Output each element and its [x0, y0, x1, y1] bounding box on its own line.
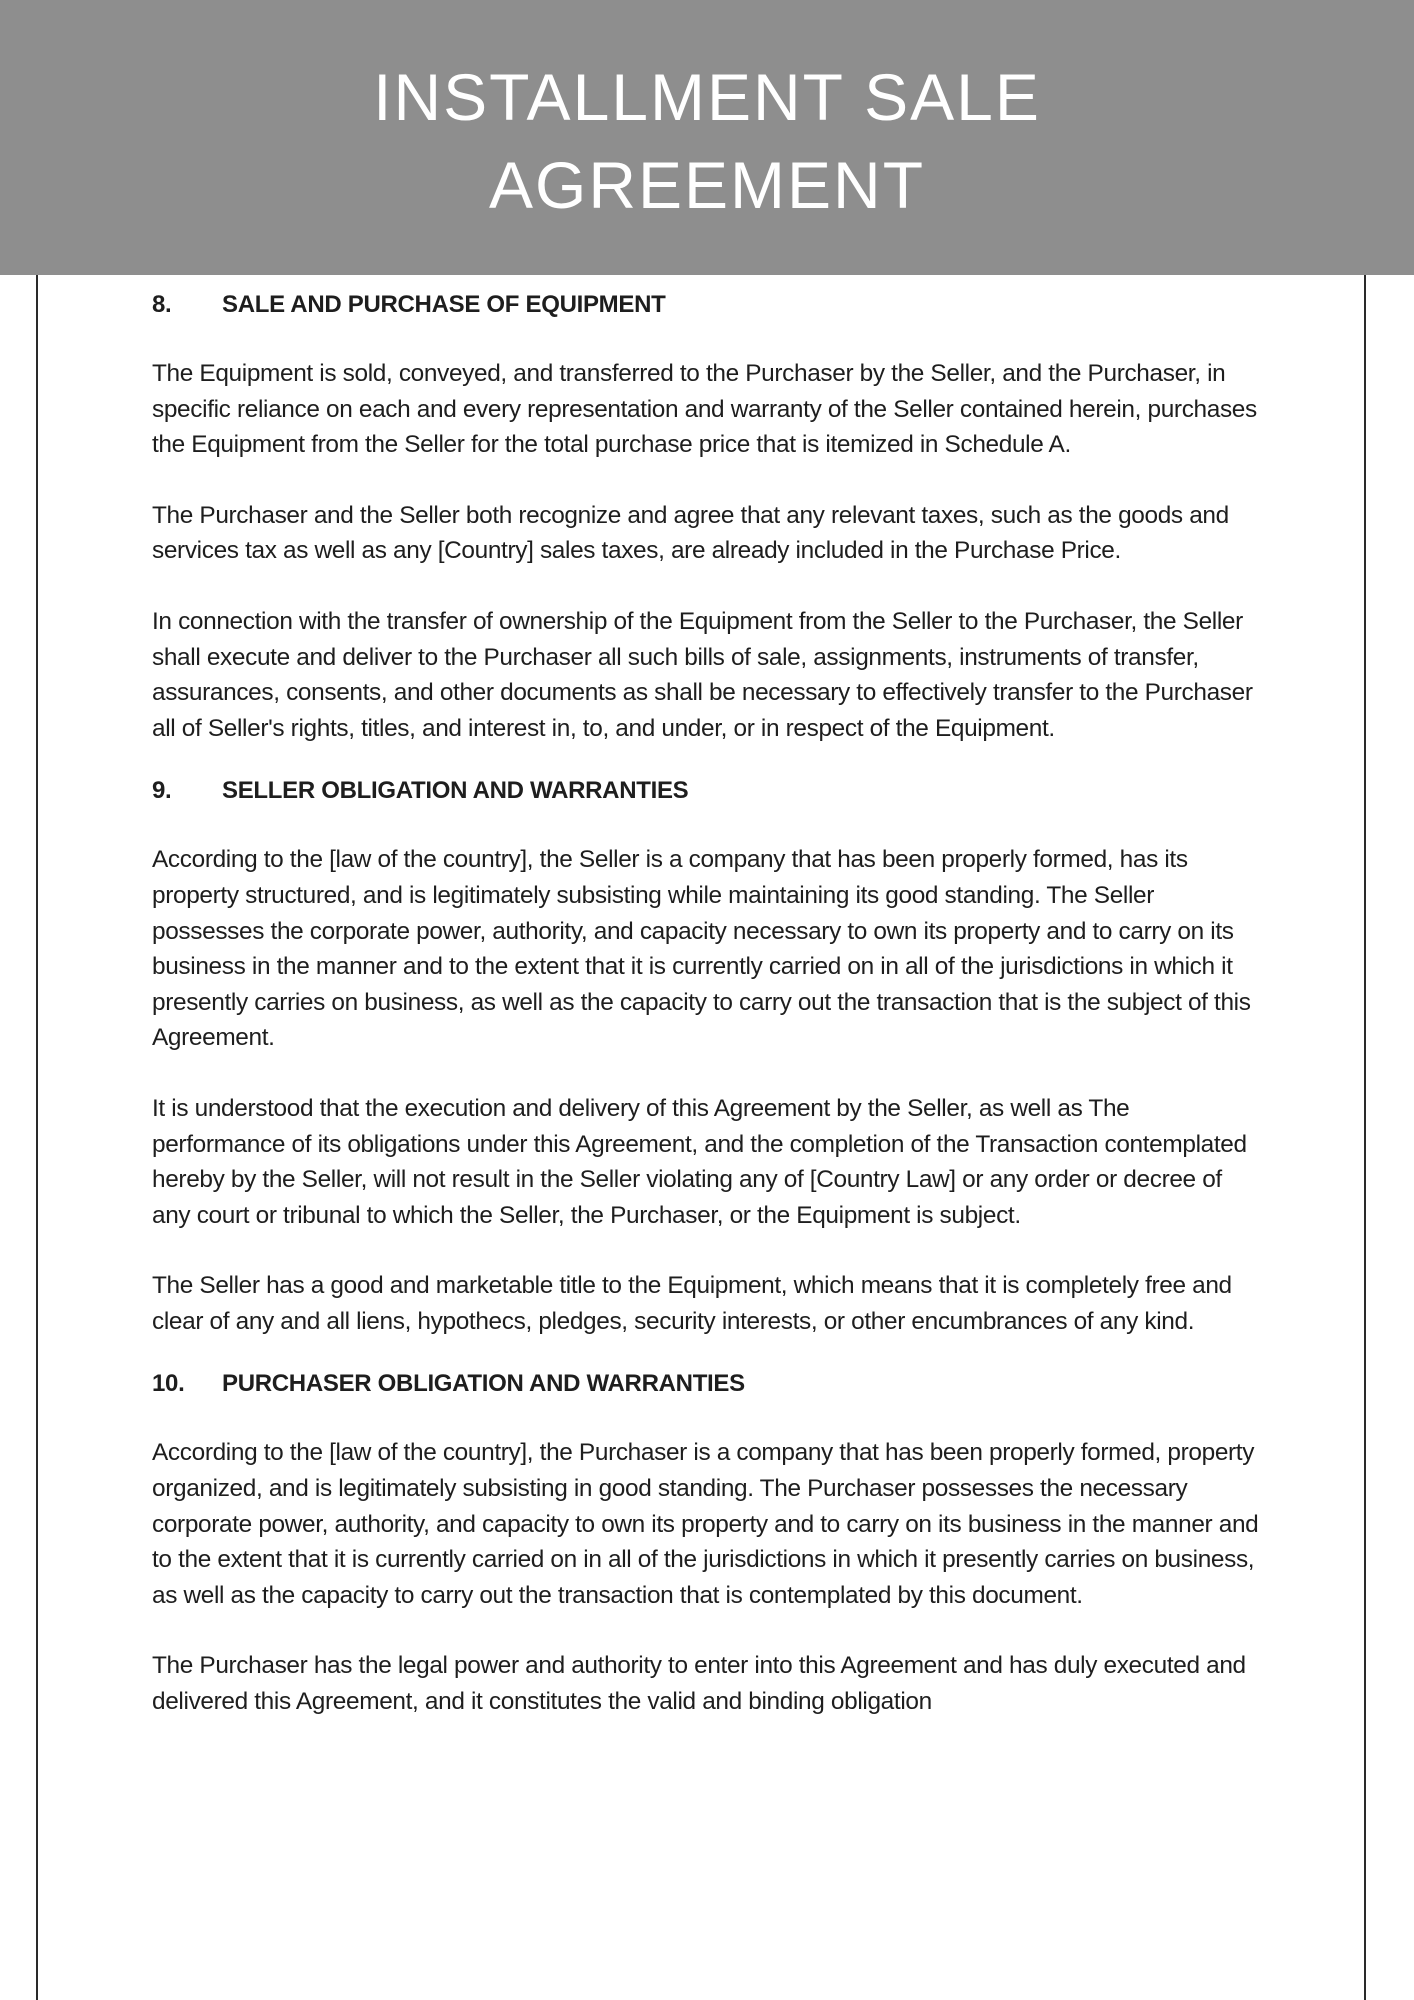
paragraph: The Equipment is sold, conveyed, and transferred to the Purchaser by the Seller, and the Purchaser, in specific reliance on each and every representation and warranty of the Seller contained herein, purchases the Equipment from the Seller for the total purchase price that is itemized in Schedule A.: [152, 360, 1257, 459]
section-title: SELLER OBLIGATION AND WARRANTIES: [222, 777, 689, 805]
document-body: [152, 288, 1262, 1720]
section-number: 8.: [152, 291, 172, 318]
paragraph: It is understood that the execution and delivery of this Agreement by the Seller, as well as The performance of its obligations under this Agreement, and the completion of the Transaction contemplated hereby by the Seller, will not result in the Seller violating any of [Country Law] or any order or decree of any court or tribunal to which the Seller, the Purchaser, or the Equipment is subject.: [152, 1094, 1247, 1229]
section-title: SALE AND PURCHASE OF EQUIPMENT: [222, 291, 666, 318]
section-heading: [152, 288, 1262, 322]
paragraph: The Purchaser and the Seller both recognize and agree that any relevant taxes, such as the goods and services tax as well as any [Country] sales taxes, are already included in the Purchase Price.: [152, 501, 1229, 565]
document-title: INSTALLMENT SALE AGREEMENT: [373, 59, 1041, 222]
section-heading: [152, 774, 1262, 808]
section-number: 10.: [152, 1370, 185, 1398]
title-banner: [0, 0, 1414, 275]
section-seller-obligation: [152, 774, 1262, 1339]
section-title: PURCHASER OBLIGATION AND WARRANTIES: [222, 1370, 745, 1398]
section-purchaser-obligation: [152, 1367, 1262, 1719]
section-heading: [152, 1367, 1262, 1401]
section-number: 9.: [152, 777, 172, 805]
section-sale-and-purchase: [152, 288, 1262, 746]
paragraph: The Seller has a good and marketable title to the Equipment, which means that it is completely free and clear of any and all liens, hypothecs, pledges, security interests, or other encumbrances of any kind.: [152, 1272, 1232, 1335]
paragraph: The Purchaser has the legal power and authority to enter into this Agreement and has duly executed and delivered this Agreement, and it constitutes the valid and binding obligation: [152, 1652, 1246, 1716]
paragraph: According to the [law of the country], the Purchaser is a company that has been properly formed, property organized, and is legitimately subsisting in good standing. The Purchaser possesses the necessary corporate power, authority, and capacity to own its property and to carry on its business in the manner and to the extent that it is currently carried on in all of the jurisdictions in which it presently carries on business, as well as the capacity to carry out the transaction that is contemplated by this document.: [152, 1439, 1259, 1609]
paragraph: In connection with the transfer of ownership of the Equipment from the Seller to the Purchaser, the Seller shall execute and deliver to the Purchaser all such bills of sale, assignments, instruments of transfer, assurances, consents, and other documents as shall be necessary to effectively transfer to the Purchaser all of Seller's rights, titles, and interest in, to, and under, or in respect of the Equipment.: [152, 607, 1253, 742]
paragraph: According to the [law of the country], the Seller is a company that has been properly formed, has its property structured, and is legitimately subsisting while maintaining its good standing. The Seller possesses the corporate power, authority, and capacity necessary to own its property and to carry on its business in the manner and to the extent that it is currently carried on in all of the jurisdictions in which it presently carries on business, as well as the capacity to carry out the transaction that is the subject of this Agreement.: [152, 846, 1251, 1052]
